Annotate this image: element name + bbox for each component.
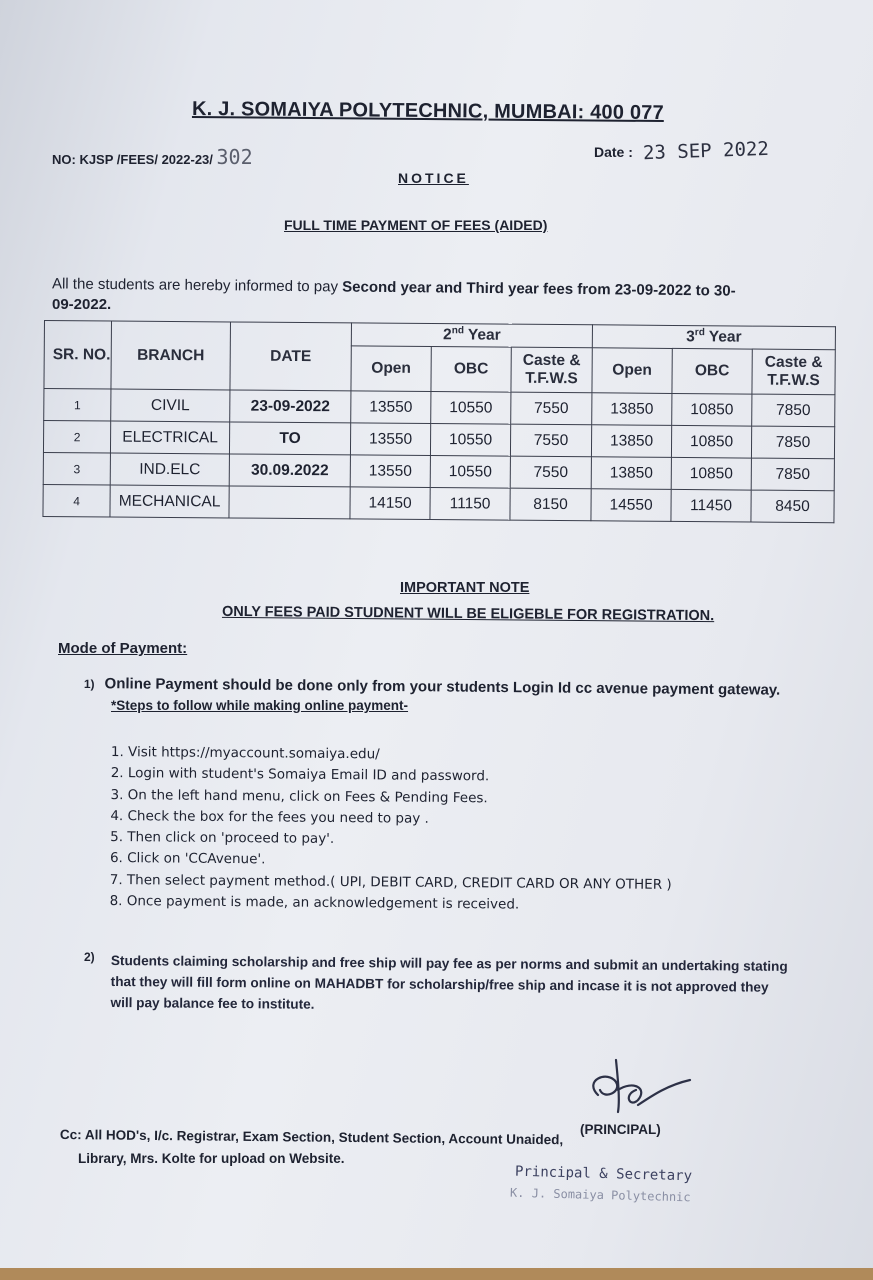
cell-y2-obc: 11150: [430, 488, 510, 521]
list-item: 4. Check the box for the fees you need to pay .: [110, 807, 429, 827]
header-third-year: [592, 325, 835, 350]
cell-y2-open: 14150: [350, 487, 430, 520]
cell-y3-caste: 8450: [751, 490, 834, 523]
list-item: 2. Login with student's Somaiya Email ID and password.: [110, 765, 490, 785]
steps-list: [110, 742, 673, 917]
cc-line-2: Library, Mrs. Kolte for upload on Website.: [78, 1151, 345, 1166]
step-1-text: 1. Visit https://myaccount.somaiya.edu/: [110, 743, 380, 763]
cell-y2-caste: 7550: [511, 392, 592, 425]
list-item: 6. Click on 'CCAvenue'.: [109, 850, 266, 868]
cell-y3-caste: 7850: [751, 458, 834, 491]
cell-y3-open: 13850: [591, 457, 671, 490]
date-label: Date :: [594, 144, 633, 160]
cell-branch: IND.ELC: [110, 453, 229, 486]
header-y2-caste: Caste & T.F.W.S: [511, 347, 592, 393]
second-year-suffix: nd: [451, 325, 464, 337]
reference-prefix: NO: KJSP /FEES/ 2022-23/: [52, 152, 213, 167]
intro-highlight: Second year and Third year fees from 23-09-2022 to 30-: [342, 278, 736, 300]
payment-item-2: [110, 950, 787, 1019]
cell-sr: 3: [43, 452, 110, 485]
header-branch: BRANCH: [111, 321, 231, 390]
payment-item-1: [84, 675, 780, 699]
header-y2-open: Open: [351, 346, 431, 392]
third-year-label: Year: [708, 328, 742, 347]
cell-date: TO: [229, 422, 350, 455]
second-year-label: Year: [467, 326, 501, 345]
cell-y2-caste: 7550: [510, 456, 591, 489]
cell-y3-caste: 7850: [751, 426, 834, 459]
intro-text: All the students are hereby informed to pay: [51, 275, 343, 296]
subject-heading: FULL TIME PAYMENT OF FEES (AIDED): [284, 217, 548, 233]
cell-y3-obc: 10850: [671, 425, 751, 458]
important-note-title: IMPORTANT NOTE: [400, 580, 530, 596]
cell-branch: MECHANICAL: [110, 485, 229, 518]
table-edge-strip: [0, 1268, 873, 1280]
list-item: 7. Then select payment method.( UPI, DEBIT CARD, CREDIT CARD OR ANY OTHER ): [109, 871, 672, 893]
third-year-number: 3: [686, 328, 695, 346]
cell-y3-obc: 11450: [671, 489, 751, 522]
steps-heading: *Steps to follow while making online payment-: [111, 698, 409, 713]
header-y2-obc: OBC: [431, 347, 511, 393]
second-year-number: 2: [442, 326, 452, 344]
cell-y2-caste: 7550: [510, 424, 591, 457]
date-field: [594, 137, 769, 165]
cell-y3-obc: 10850: [672, 393, 752, 426]
cell-y2-open: 13550: [351, 391, 431, 424]
principal-label: (PRINCIPAL): [580, 1122, 661, 1137]
intro-line-1: [52, 275, 736, 299]
reference-handwritten: 302: [216, 145, 253, 169]
cell-y2-obc: 10550: [430, 456, 510, 489]
principal-stamp-line-2: K. J. Somaiya Polytechnic: [509, 1185, 691, 1205]
cell-branch: ELECTRICAL: [110, 421, 229, 454]
cell-y2-open: 13550: [350, 423, 430, 456]
principal-signature: [578, 1050, 708, 1125]
third-year-suffix: rd: [694, 327, 705, 339]
header-y3-obc: OBC: [672, 348, 752, 394]
header-y3-open: Open: [592, 348, 672, 394]
cell-y2-caste: 8150: [510, 488, 591, 521]
cell-sr: 2: [43, 421, 110, 454]
cell-y3-open: 14550: [591, 489, 671, 522]
cell-y3-caste: 7850: [752, 394, 835, 427]
date-stamp: 23 SEP 2022: [642, 137, 769, 165]
cell-y2-obc: 10550: [430, 424, 510, 457]
header-y3-caste: Caste & T.F.W.S: [752, 349, 835, 395]
cell-y3-open: 13850: [591, 425, 671, 458]
fee-table: [42, 320, 836, 523]
institution-title: K. J. SOMAIYA POLYTECHNIC, MUMBAI: 400 077: [191, 97, 664, 125]
item-1-text: Online Payment should be done only from your students Login Id cc avenue payment gateway.: [104, 675, 781, 699]
header-sr-no: SR. NO.: [44, 321, 112, 390]
header-date: DATE: [230, 322, 352, 391]
item-2-line: will pay balance fee to institute.: [110, 994, 315, 1012]
item-2-line: Students claiming scholarship and free ship will pay fee as per norms and submit an undertaking stating: [110, 952, 788, 974]
cell-date: 30.09.2022: [229, 454, 350, 487]
cc-line-1: Cc: All HOD's, I/c. Registrar, Exam Section, Student Section, Account Unaided,: [59, 1127, 564, 1148]
header-second-year: [351, 323, 592, 348]
list-item: 5. Then click on 'proceed to pay'.: [110, 829, 335, 848]
item-2-number: 2): [84, 950, 95, 964]
cell-date: [229, 486, 350, 519]
table-row: [43, 484, 834, 522]
list-item: 3. On the left hand menu, click on Fees & Pending Fees.: [110, 786, 488, 806]
intro-line-2: 09-2022.: [52, 296, 112, 313]
cell-y3-obc: 10850: [671, 457, 751, 490]
cell-y2-open: 13550: [350, 455, 430, 488]
important-note-text: ONLY FEES PAID STUDNENT WILL BE ELIGEBLE FOR REGISTRATION.: [221, 603, 715, 625]
cell-y3-open: 13850: [592, 393, 672, 426]
cell-y2-obc: 10550: [431, 392, 511, 425]
cell-sr: 1: [44, 389, 111, 422]
item-2-line: that they will fill form online on MAHADBT for scholarship/free ship and incase it is not approved they: [110, 973, 769, 995]
reference-number: [52, 145, 253, 169]
notice-heading: NOTICE: [398, 170, 469, 186]
cell-branch: CIVIL: [111, 389, 230, 422]
payment-heading: Mode of Payment:: [58, 640, 188, 657]
item-1-number: 1): [83, 676, 95, 692]
cell-sr: 4: [43, 484, 110, 517]
principal-stamp-line-1: Principal & Secretary: [514, 1163, 693, 1185]
cell-date: 23-09-2022: [230, 390, 351, 423]
list-item: 8. Once payment is made, an acknowledgement is received.: [109, 893, 520, 913]
